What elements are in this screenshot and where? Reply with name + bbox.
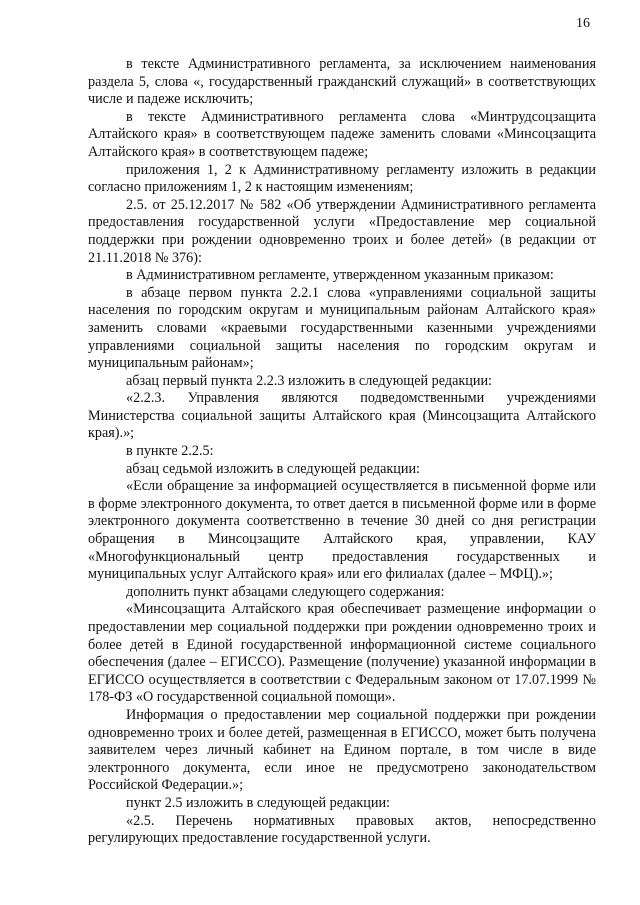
paragraph: в тексте Административного регламента слова «Минтрудсоцзащита Алтайского края» в соответствующем падеже заменить словами «Минсоцзащита Алтайского края» в соответствующем падеже; <box>88 108 596 160</box>
paragraph: абзац первый пункта 2.2.3 изложить в следующей редакции: <box>126 372 492 389</box>
paragraph: в пункте 2.2.5: <box>126 443 214 460</box>
page-number: 16 <box>576 16 590 31</box>
paragraph: в тексте Административного регламента, за исключением наименования раздела 5, слова «, государственный гражданский служащий» в соответствующих числе и падеже исключить; <box>88 56 596 108</box>
paragraph: пункт 2.5 изложить в следующей редакции: <box>126 794 390 811</box>
paragraph: «Минсоцзащита Алтайского края обеспечивает размещение информации о предоставлении мер социальной поддержки при рождении одновременно троих и более детей в Единой государственной информационной системе социального обеспечения (далее – ЕГИССО). Размещение (получение) указанной информации в ЕГИССО осуществляется в соответствии с Федеральным законом от 17.07.1999 № 178-ФЗ «О государственной социальной помощи». <box>88 601 596 706</box>
paragraph: 2.5. от 25.12.2017 № 582 «Об утверждении Административного регламента предоставления государственной услуги «Предоставление мер социальной поддержки при рождении одновременно троих и более детей» (в редакции от 21.11.2018 № 376): <box>88 196 596 266</box>
paragraph: абзац седьмой изложить в следующей редакции: <box>126 460 421 477</box>
paragraph: «2.5. Перечень нормативных правовых актов, непосредственно регулирующих предоставление государственной услуги. <box>88 812 596 847</box>
document-body <box>88 56 596 848</box>
paragraph: приложения 1, 2 к Административному регламенту изложить в редакции согласно приложениям 1, 2 к настоящим изменениям; <box>88 161 596 196</box>
paragraph: «Если обращение за информацией осуществляется в письменной форме или в форме электронного документа, то ответ дается в письменной форме или в форме электронного документа соответственно в течение 30 дней со дня регистрации обращения в Минсоцзащите Алтайского края, управлении, КАУ «Многофункциональный центр предоставления государственных и муниципальных услуг Алтайского края» или его филиалах (далее – МФЦ).»; <box>88 478 596 583</box>
paragraph: в Административном регламенте, утвержденном указанным приказом: <box>126 267 554 284</box>
paragraph: дополнить пункт абзацами следующего содержания: <box>126 583 445 600</box>
paragraph: «2.2.3. Управления являются подведомственными учреждениями Министерства социальной защиты Алтайского края (Минсоцзащита Алтайского края).»; <box>88 390 596 442</box>
paragraph: в абзаце первом пункта 2.2.1 слова «управлениями социальной защиты населения по городским округам и муниципальным районам Алтайского края» заменить словами «краевыми государственными казенными учреждениями управлениями социальной защиты населения по городским округам и муниципальным районам»; <box>88 284 596 372</box>
paragraph: Информация о предоставлении мер социальной поддержки при рождении одновременно троих и более детей, размещенная в ЕГИССО, может быть получена заявителем через личный кабинет на Едином портале, в том числе в виде электронного документа, если иное не предусмотрено законодательством Российской Федерации.»; <box>88 706 596 794</box>
